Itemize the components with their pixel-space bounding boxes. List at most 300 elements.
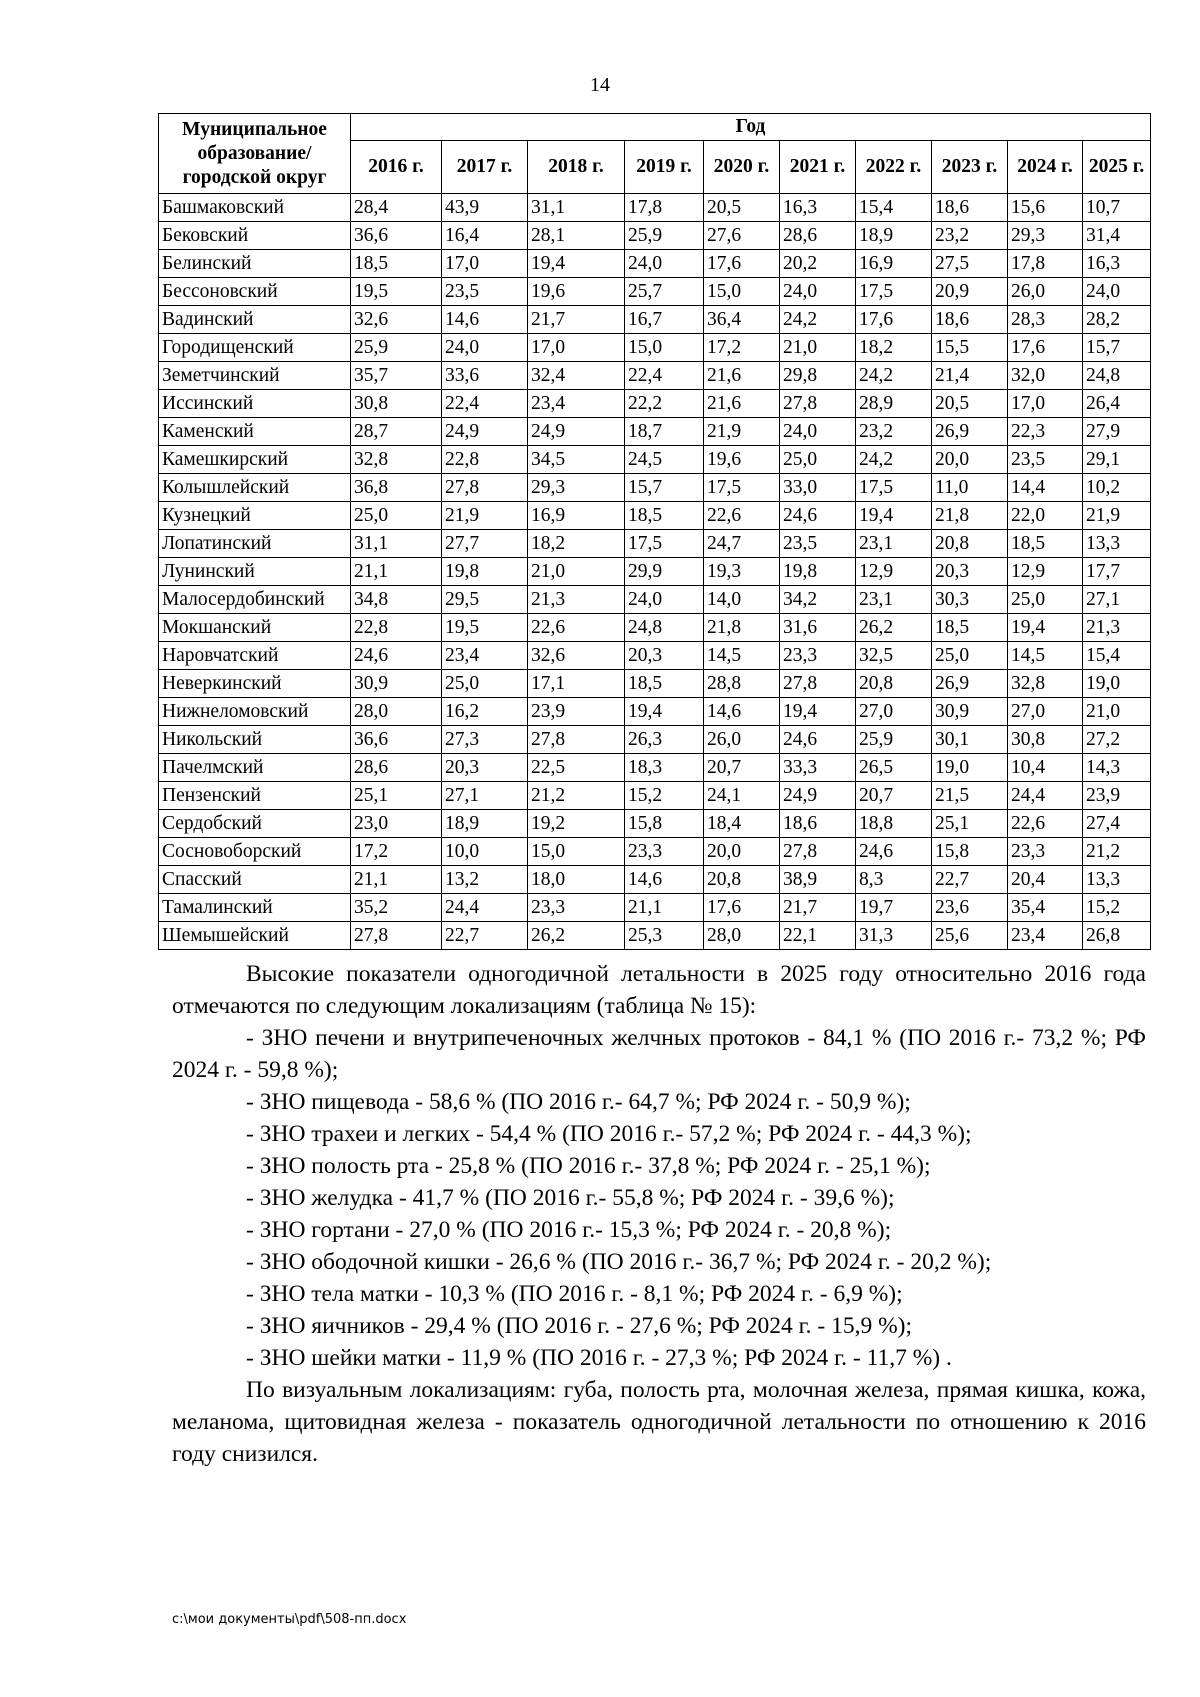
table-cell: 25,0	[442, 670, 528, 698]
table-cell: 25,6	[932, 922, 1008, 950]
table-cell: 20,3	[625, 642, 704, 670]
table-row	[159, 222, 1151, 250]
table-cell: 27,3	[442, 726, 528, 754]
year-column-header: 2023 г.	[932, 141, 1008, 194]
year-column-header: 2022 г.	[856, 141, 932, 194]
table-cell: 12,9	[1008, 558, 1083, 586]
year-column-header: 2020 г.	[704, 141, 780, 194]
table-cell: 26,9	[932, 670, 1008, 698]
table-cell: 26,2	[856, 614, 932, 642]
table-cell: 17,8	[1008, 250, 1083, 278]
table-cell: 23,3	[780, 642, 856, 670]
table-row	[159, 474, 1151, 502]
table-cell: 18,6	[780, 810, 856, 838]
table-cell: 18,6	[932, 306, 1008, 334]
table-cell: 29,3	[1008, 222, 1083, 250]
list-item: - ЗНО полость рта - 25,8 % (ПО 2016 г.- 37,8 %; РФ 2024 г. - 25,1 %);	[246, 1153, 931, 1179]
table-cell: 28,6	[780, 222, 856, 250]
table-cell: 24,2	[780, 306, 856, 334]
table-cell: 32,0	[1008, 362, 1083, 390]
table-cell: 23,2	[856, 418, 932, 446]
table-row	[159, 502, 1151, 530]
table-cell: 32,6	[528, 642, 625, 670]
table-cell: 29,5	[442, 586, 528, 614]
table-cell: 34,5	[528, 446, 625, 474]
table-cell: 24,0	[625, 250, 704, 278]
municipality-name: Колышлейский	[159, 474, 351, 502]
table-cell: 23,4	[442, 642, 528, 670]
table-cell: 26,9	[932, 418, 1008, 446]
table-cell: 23,3	[625, 838, 704, 866]
table-cell: 20,3	[932, 558, 1008, 586]
table-cell: 24,6	[351, 642, 442, 670]
list-item: - ЗНО пищевода - 58,6 % (ПО 2016 г.- 64,7 %; РФ 2024 г. - 50,9 %);	[246, 1089, 911, 1115]
table-cell: 27,8	[780, 838, 856, 866]
table-cell: 29,3	[528, 474, 625, 502]
table-cell: 22,8	[351, 614, 442, 642]
outro-paragraph: По визуальным локализациям: губа, полость рта, молочная железа, прямая кишка, кожа, меланома, щитовидная железа - показатель одногодичной летальности по отношению к 2016 году снизился.	[172, 1377, 1146, 1467]
table-cell: 19,7	[856, 894, 932, 922]
table-cell: 21,8	[704, 614, 780, 642]
table-cell: 35,4	[1008, 894, 1083, 922]
municipality-name: Наровчатский	[159, 642, 351, 670]
table-cell: 18,9	[442, 810, 528, 838]
table-cell: 23,5	[780, 530, 856, 558]
table-cell: 38,9	[780, 866, 856, 894]
table-row	[159, 838, 1151, 866]
table-row	[159, 866, 1151, 894]
table-cell: 20,3	[442, 754, 528, 782]
table-cell: 21,0	[780, 334, 856, 362]
table-cell: 22,0	[1008, 502, 1083, 530]
table-cell: 19,8	[780, 558, 856, 586]
table-row	[159, 810, 1151, 838]
municipality-name: Нижнеломовский	[159, 698, 351, 726]
table-cell: 19,4	[528, 250, 625, 278]
table-cell: 28,6	[351, 754, 442, 782]
table-cell: 28,4	[351, 194, 442, 222]
table-cell: 28,1	[528, 222, 625, 250]
municipality-name: Белинский	[159, 250, 351, 278]
table-cell: 17,5	[856, 278, 932, 306]
table-cell: 23,5	[1008, 446, 1083, 474]
table-cell: 18,0	[528, 866, 625, 894]
table-cell: 23,9	[1083, 782, 1151, 810]
table-cell: 24,8	[1083, 362, 1151, 390]
table-cell: 33,6	[442, 362, 528, 390]
table-cell: 16,9	[856, 250, 932, 278]
table-row	[159, 418, 1151, 446]
table-cell: 17,6	[704, 250, 780, 278]
municipality-name: Городищенский	[159, 334, 351, 362]
table-cell: 36,8	[351, 474, 442, 502]
municipality-name: Шемышейский	[159, 922, 351, 950]
table-cell: 15,5	[932, 334, 1008, 362]
municipality-name: Иссинский	[159, 390, 351, 418]
table-cell: 24,0	[442, 334, 528, 362]
table-row	[159, 334, 1151, 362]
table-cell: 35,2	[351, 894, 442, 922]
table-cell: 16,4	[442, 222, 528, 250]
list-item: - ЗНО желудка - 41,7 % (ПО 2016 г.- 55,8 %; РФ 2024 г. - 39,6 %);	[246, 1185, 895, 1211]
table-cell: 20,8	[856, 670, 932, 698]
table-cell: 27,9	[1083, 418, 1151, 446]
table-row	[159, 670, 1151, 698]
table-cell: 19,3	[704, 558, 780, 586]
table-cell: 20,0	[932, 446, 1008, 474]
table-cell: 8,3	[856, 866, 932, 894]
table-cell: 17,2	[704, 334, 780, 362]
table-cell: 27,7	[442, 530, 528, 558]
table-cell: 22,6	[704, 502, 780, 530]
table-row	[159, 390, 1151, 418]
table-cell: 31,4	[1083, 222, 1151, 250]
table-cell: 28,0	[704, 922, 780, 950]
table-cell: 25,9	[351, 334, 442, 362]
table-cell: 19,6	[704, 446, 780, 474]
list-item: - ЗНО ободочной кишки - 26,6 % (ПО 2016 г.- 36,7 %; РФ 2024 г. - 20,2 %);	[246, 1249, 992, 1275]
body-text	[172, 958, 1146, 1470]
municipality-name: Пензенский	[159, 782, 351, 810]
table-cell: 22,4	[625, 362, 704, 390]
table-row	[159, 278, 1151, 306]
table-cell: 25,7	[625, 278, 704, 306]
table-cell: 23,1	[856, 530, 932, 558]
table-cell: 17,8	[625, 194, 704, 222]
table-cell: 19,0	[1083, 670, 1151, 698]
table-cell: 33,0	[780, 474, 856, 502]
table-cell: 20,4	[1008, 866, 1083, 894]
file-path-footer: c:\мои документы\pdf\508-пп.docx	[172, 1612, 407, 1627]
table-cell: 15,0	[528, 838, 625, 866]
table-cell: 23,4	[528, 390, 625, 418]
table-cell: 15,7	[625, 474, 704, 502]
table-cell: 19,8	[442, 558, 528, 586]
municipality-name: Вадинский	[159, 306, 351, 334]
table-row	[159, 250, 1151, 278]
municipality-name: Пачелмский	[159, 754, 351, 782]
table-cell: 27,4	[1083, 810, 1151, 838]
table-cell: 28,8	[704, 670, 780, 698]
table-cell: 21,8	[932, 502, 1008, 530]
table-cell: 21,1	[351, 866, 442, 894]
table-cell: 21,9	[442, 502, 528, 530]
table-cell: 14,0	[704, 586, 780, 614]
table-row	[159, 194, 1151, 222]
table-row	[159, 726, 1151, 754]
table-row	[159, 894, 1151, 922]
table-cell: 18,4	[704, 810, 780, 838]
table-row	[159, 642, 1151, 670]
table-cell: 20,7	[704, 754, 780, 782]
table-cell: 32,8	[1008, 670, 1083, 698]
table-cell: 25,1	[932, 810, 1008, 838]
table-cell: 14,3	[1083, 754, 1151, 782]
table-cell: 24,4	[1008, 782, 1083, 810]
table-cell: 14,5	[704, 642, 780, 670]
table-cell: 16,2	[442, 698, 528, 726]
table-cell: 18,5	[1008, 530, 1083, 558]
table-cell: 21,1	[351, 558, 442, 586]
table-row	[159, 586, 1151, 614]
table-cell: 18,3	[625, 754, 704, 782]
intro-paragraph: Высокие показатели одногодичной летальности в 2025 году относительно 2016 года отмечаются по следующим локализациям (таблица № 15):	[172, 961, 1146, 1019]
table-cell: 24,7	[704, 530, 780, 558]
table-cell: 17,2	[351, 838, 442, 866]
table-cell: 15,4	[1083, 642, 1151, 670]
table-cell: 17,0	[1008, 390, 1083, 418]
table-cell: 17,0	[528, 334, 625, 362]
table-cell: 24,2	[856, 362, 932, 390]
table-cell: 34,2	[780, 586, 856, 614]
table-cell: 28,2	[1083, 306, 1151, 334]
page-number: 14	[590, 74, 610, 96]
bullet-list	[172, 1022, 1146, 1374]
table-cell: 16,9	[528, 502, 625, 530]
year-column-header: 2016 г.	[351, 141, 442, 194]
table-cell: 26,0	[1008, 278, 1083, 306]
table-cell: 10,7	[1083, 194, 1151, 222]
table-cell: 24,6	[780, 726, 856, 754]
table-cell: 10,0	[442, 838, 528, 866]
table-cell: 20,9	[932, 278, 1008, 306]
table-cell: 36,6	[351, 726, 442, 754]
table-cell: 14,6	[442, 306, 528, 334]
table-cell: 15,4	[856, 194, 932, 222]
table-cell: 24,6	[856, 838, 932, 866]
table-cell: 21,7	[528, 306, 625, 334]
table-cell: 17,0	[442, 250, 528, 278]
table-cell: 24,0	[780, 278, 856, 306]
year-column-header: 2025 г.	[1083, 141, 1151, 194]
table-cell: 20,8	[704, 866, 780, 894]
table-cell: 31,1	[351, 530, 442, 558]
municipality-name: Бековский	[159, 222, 351, 250]
municipality-name: Земетчинский	[159, 362, 351, 390]
table-cell: 30,9	[932, 698, 1008, 726]
table-cell: 24,0	[1083, 278, 1151, 306]
table-cell: 24,9	[780, 782, 856, 810]
year-column-header: 2019 г.	[625, 141, 704, 194]
table-cell: 30,8	[1008, 726, 1083, 754]
table-row	[159, 922, 1151, 950]
municipality-name: Неверкинский	[159, 670, 351, 698]
table-cell: 17,1	[528, 670, 625, 698]
table-cell: 27,2	[1083, 726, 1151, 754]
year-column-header: 2017 г.	[442, 141, 528, 194]
table-cell: 25,0	[1008, 586, 1083, 614]
table-cell: 15,0	[704, 278, 780, 306]
table-cell: 21,4	[932, 362, 1008, 390]
table-cell: 25,1	[351, 782, 442, 810]
table-cell: 36,4	[704, 306, 780, 334]
table-cell: 24,9	[442, 418, 528, 446]
table-cell: 15,2	[625, 782, 704, 810]
table-cell: 18,2	[528, 530, 625, 558]
table-cell: 21,6	[704, 362, 780, 390]
table-cell: 23,4	[1008, 922, 1083, 950]
table-cell: 26,5	[856, 754, 932, 782]
table-cell: 18,2	[856, 334, 932, 362]
table-row	[159, 614, 1151, 642]
table-cell: 15,6	[1008, 194, 1083, 222]
table-cell: 28,0	[351, 698, 442, 726]
table-cell: 21,9	[704, 418, 780, 446]
table-cell: 30,8	[351, 390, 442, 418]
year-column-header: 2021 г.	[780, 141, 856, 194]
table-cell: 16,3	[780, 194, 856, 222]
table-cell: 20,5	[704, 194, 780, 222]
list-item: - ЗНО трахеи и легких - 54,4 % (ПО 2016 г.- 57,2 %; РФ 2024 г. - 44,3 %);	[246, 1121, 972, 1147]
municipality-name: Сосновоборский	[159, 838, 351, 866]
table-cell: 23,6	[932, 894, 1008, 922]
table-cell: 18,6	[932, 194, 1008, 222]
table-cell: 24,5	[625, 446, 704, 474]
table-row	[159, 362, 1151, 390]
table-cell: 30,9	[351, 670, 442, 698]
table-row	[159, 530, 1151, 558]
table-cell: 21,7	[780, 894, 856, 922]
list-item: - ЗНО печени и внутрипеченочных желчных протоков - 84,1 % (ПО 2016 г.- 73,2 %; РФ 2024 г. - 59,8 %);	[172, 1025, 1146, 1083]
table-cell: 29,1	[1083, 446, 1151, 474]
table-cell: 24,0	[780, 418, 856, 446]
table-cell: 32,6	[351, 306, 442, 334]
table-cell: 17,6	[856, 306, 932, 334]
table-cell: 29,8	[780, 362, 856, 390]
table-cell: 16,3	[1083, 250, 1151, 278]
table-cell: 23,1	[856, 586, 932, 614]
table-cell: 28,9	[856, 390, 932, 418]
table-cell: 31,1	[528, 194, 625, 222]
table-cell: 36,6	[351, 222, 442, 250]
municipality-name: Башмаковский	[159, 194, 351, 222]
table-cell: 33,3	[780, 754, 856, 782]
table-cell: 18,5	[625, 670, 704, 698]
table-cell: 24,6	[780, 502, 856, 530]
table-cell: 18,5	[625, 502, 704, 530]
table-cell: 27,6	[704, 222, 780, 250]
year-header: Год	[351, 114, 1151, 141]
table-cell: 17,5	[625, 530, 704, 558]
table-row	[159, 558, 1151, 586]
table-cell: 18,5	[351, 250, 442, 278]
table-cell: 25,0	[351, 502, 442, 530]
table-cell: 30,1	[932, 726, 1008, 754]
table-cell: 14,4	[1008, 474, 1083, 502]
table-row	[159, 754, 1151, 782]
table-cell: 27,1	[1083, 586, 1151, 614]
table-cell: 24,9	[528, 418, 625, 446]
table-cell: 19,0	[932, 754, 1008, 782]
table-cell: 21,3	[528, 586, 625, 614]
table-cell: 29,9	[625, 558, 704, 586]
table-cell: 22,7	[932, 866, 1008, 894]
table-cell: 22,8	[442, 446, 528, 474]
table-cell: 25,0	[780, 446, 856, 474]
table-cell: 19,4	[1008, 614, 1083, 642]
municipality-name: Сердобский	[159, 810, 351, 838]
table-cell: 19,4	[780, 698, 856, 726]
table-cell: 19,5	[442, 614, 528, 642]
table-cell: 10,4	[1008, 754, 1083, 782]
list-item: - ЗНО тела матки - 10,3 % (ПО 2016 г. - 8,1 %; РФ 2024 г. - 6,9 %);	[246, 1281, 903, 1307]
table-cell: 17,6	[1008, 334, 1083, 362]
table-cell: 18,8	[856, 810, 932, 838]
list-item: - ЗНО гортани - 27,0 % (ПО 2016 г.- 15,3 %; РФ 2024 г. - 20,8 %);	[246, 1217, 892, 1243]
municipality-name: Лопатинский	[159, 530, 351, 558]
table-cell: 23,9	[528, 698, 625, 726]
table-cell: 24,0	[625, 586, 704, 614]
table-cell: 22,5	[528, 754, 625, 782]
table-cell: 17,5	[704, 474, 780, 502]
table-cell: 28,3	[1008, 306, 1083, 334]
table-cell: 25,9	[625, 222, 704, 250]
table-cell: 17,5	[856, 474, 932, 502]
municipality-header: Муниципальное образование/ городской округ	[159, 114, 351, 194]
table-cell: 31,6	[780, 614, 856, 642]
table-cell: 34,8	[351, 586, 442, 614]
table-cell: 20,7	[856, 782, 932, 810]
table-cell: 32,5	[856, 642, 932, 670]
table-cell: 17,7	[1083, 558, 1151, 586]
table-cell: 22,4	[442, 390, 528, 418]
table-cell: 27,8	[351, 922, 442, 950]
table-cell: 17,6	[704, 894, 780, 922]
table-cell: 27,1	[442, 782, 528, 810]
table-cell: 15,8	[932, 838, 1008, 866]
municipality-name: Каменский	[159, 418, 351, 446]
table-cell: 27,8	[442, 474, 528, 502]
table-cell: 21,9	[1083, 502, 1151, 530]
table-cell: 27,8	[780, 670, 856, 698]
table-cell: 26,8	[1083, 922, 1151, 950]
table-cell: 27,8	[780, 390, 856, 418]
table-cell: 20,2	[780, 250, 856, 278]
municipality-name: Малосердобинский	[159, 586, 351, 614]
table-cell: 43,9	[442, 194, 528, 222]
municipality-name: Никольский	[159, 726, 351, 754]
table-cell: 15,0	[625, 334, 704, 362]
table-cell: 15,2	[1083, 894, 1151, 922]
table-cell: 18,7	[625, 418, 704, 446]
table-row	[159, 446, 1151, 474]
municipality-name: Кузнецкий	[159, 502, 351, 530]
table-cell: 21,2	[528, 782, 625, 810]
list-item: - ЗНО яичников - 29,4 % (ПО 2016 г. - 27,6 %; РФ 2024 г. - 15,9 %);	[246, 1313, 913, 1339]
table-cell: 20,8	[932, 530, 1008, 558]
table-cell: 23,5	[442, 278, 528, 306]
table-cell: 22,6	[528, 614, 625, 642]
table-cell: 16,7	[625, 306, 704, 334]
table-cell: 23,3	[1008, 838, 1083, 866]
table-cell: 21,5	[932, 782, 1008, 810]
table-cell: 22,2	[625, 390, 704, 418]
table-cell: 25,3	[625, 922, 704, 950]
table-cell: 30,3	[932, 586, 1008, 614]
table-cell: 24,4	[442, 894, 528, 922]
table-cell: 22,6	[1008, 810, 1083, 838]
table-cell: 20,5	[932, 390, 1008, 418]
table-cell: 21,3	[1083, 614, 1151, 642]
table-cell: 19,4	[625, 698, 704, 726]
municipality-name: Тамалинский	[159, 894, 351, 922]
table-cell: 24,2	[856, 446, 932, 474]
table-cell: 19,4	[856, 502, 932, 530]
municipality-name: Лунинский	[159, 558, 351, 586]
table-cell: 19,2	[528, 810, 625, 838]
table-cell: 14,5	[1008, 642, 1083, 670]
table-row	[159, 698, 1151, 726]
